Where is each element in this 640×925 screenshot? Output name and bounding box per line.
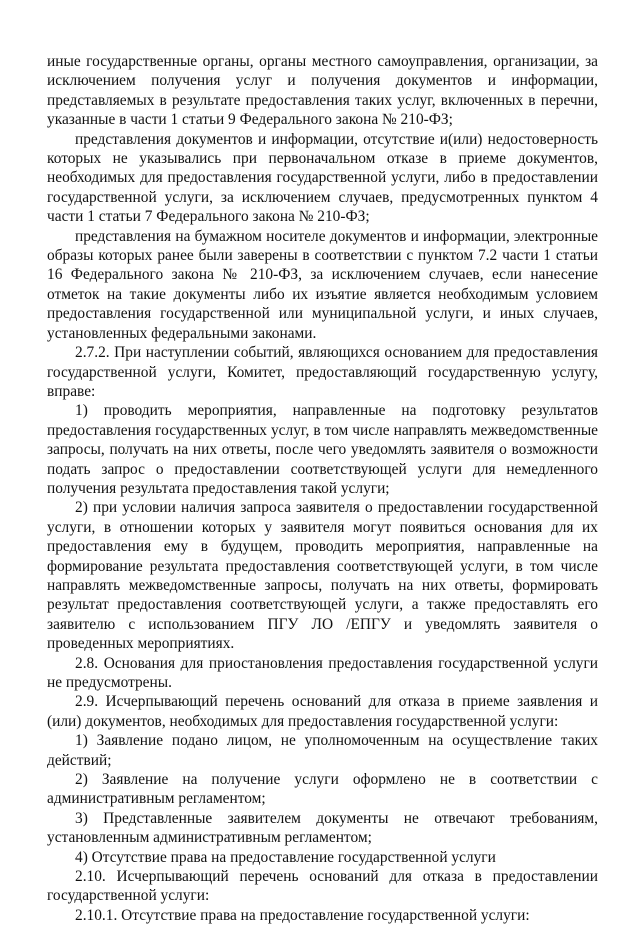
paragraph-2-10-1: 2.10.1. Отсутствие права на предоставление государственной услуги: xyxy=(75,906,530,924)
paragraph-list-item-1: 1) проводить мероприятия, направленные на подготовку результатов предоставления государственных услуг, в том числе направлять межведомственные запросы, получать на них ответы, после чего уведомлять заявителя о возможности подать запрос о предоставлении соответствующей услуги для немедленного получения результата предоставления такой услуги; xyxy=(47,402,598,497)
paragraph-reason-1: 1) Заявление подано лицом, не уполномоченным на осуществление таких действий; xyxy=(47,732,598,769)
document-page xyxy=(47,52,598,925)
paragraph-2-8: 2.8. Основания для приостановления предоставления государственной услуги не предусмотрены. xyxy=(47,654,598,691)
paragraph-2-10: 2.10. Исчерпывающий перечень оснований для отказа в предоставлении государственной услуги: xyxy=(47,868,598,905)
paragraph-2: представления документов и информации, отсутствие и(или) недостоверность которых не указывались при первоначальном отказе в приеме документов, необходимых для предоставления государственной услуги, либо в предоставлении государственной услуги, за исключением случаев, предусмотренных пунктом 4 части 1 статьи 7 Федерального закона № 210-ФЗ; xyxy=(47,130,598,226)
paragraph-2-9: 2.9. Исчерпывающий перечень оснований для отказа в приеме заявления и (или) документов, необходимых для предоставления государственной услуги: xyxy=(47,693,598,730)
paragraph-list-item-2: 2) при условии наличия запроса заявителя о предоставлении государственной услуги, в отношении которых у заявителя могут появиться основания для их предоставления ему в будущем, проводить мероприятия, направленные на формирование результата предоставления соответствующей услуги, в том числе направлять межведомственные запросы, получать на них ответы, формировать результат предоставления соответствующей услуги, а также предоставлять его заявителю с использованием ПГУ ЛО /ЕПГУ и уведомлять заявителя о проведенных мероприятиях. xyxy=(47,499,598,653)
paragraph-reason-2: 2) Заявление на получение услуги оформлено не в соответствии с административным регламентом; xyxy=(47,771,598,808)
paragraph-3: представления на бумажном носителе документов и информации, электронные образы которых ранее были заверены в соответствии с пунктом 7.2 части 1 статьи 16 Федерального закона № 210-ФЗ, за исключением случаев, если нанесение отметок на такие документы либо их изъятие является необходимым условием предоставления государственной или муниципальной услуги, и иных случаев, установленных федеральными законами. xyxy=(47,227,598,342)
paragraph-reason-3: 3) Представленные заявителем документы не отвечают требованиям, установленным административным регламентом; xyxy=(47,809,598,847)
paragraph-1: иные государственные органы, органы местного самоуправления, организации, за исключением получения услуг и получения документов и информации, представляемых в результате предоставления таких услуг, включенных в перечни, указанные в части 1 статьи 9 Федерального закона № 210-ФЗ; xyxy=(47,53,598,129)
paragraph-2-7-2: 2.7.2. При наступлении событий, являющихся основанием для предоставления государственной услуги, Комитет, предоставляющий государственную услугу, вправе: xyxy=(47,344,598,400)
paragraph-reason-4: 4) Отсутствие права на предоставление государственной услуги xyxy=(75,848,496,866)
